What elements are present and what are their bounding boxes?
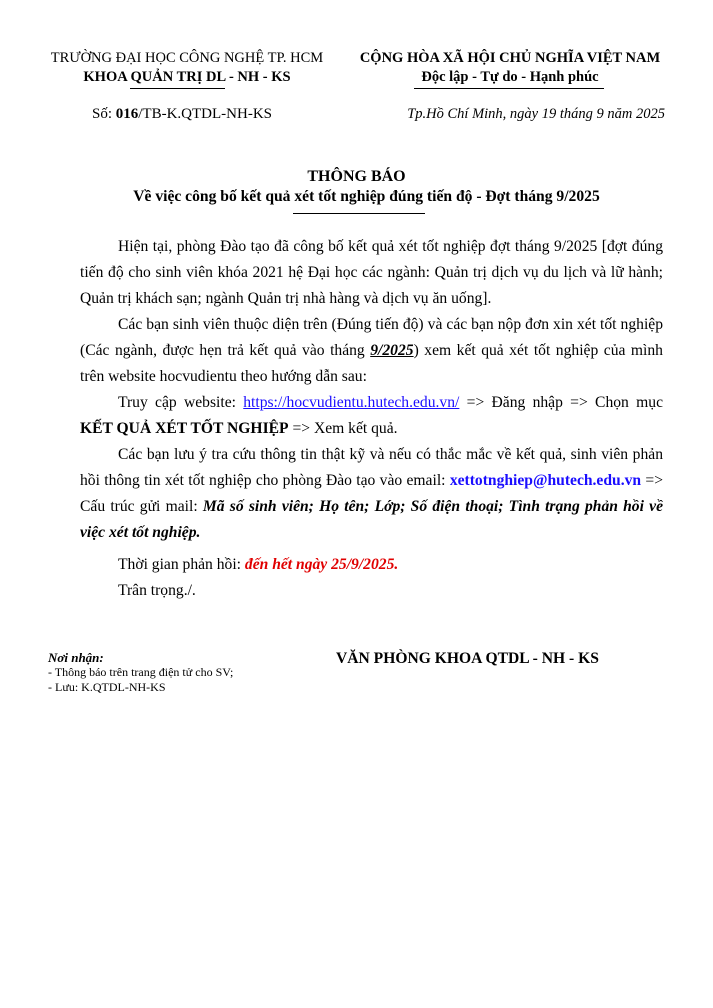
menu-item-name: KẾT QUẢ XÉT TỐT NGHIỆP [80, 420, 289, 437]
motto-underline [414, 88, 604, 89]
text: => Đăng nhập => Chọn mục [459, 394, 663, 411]
text: => Cấu trúc gửi mail: [80, 472, 663, 515]
faculty-name: KHOA QUẢN TRỊ DL - NH - KS [83, 69, 291, 85]
text: Các bạn lưu ý tra cứu thông tin thật kỹ và nếu có thắc mắc về kết quả, sinh viên phản hồi thông tin xét tốt nghiệp cho phòng Đào tạo vào email: [80, 446, 663, 489]
paragraph-feedback [80, 442, 663, 546]
paragraph-intro: Hiện tại, phòng Đào tạo đã công bố kết quả xét tốt nghiệp đợt tháng 9/2025 [đợt đúng tiến độ cho sinh viên khóa 2021 hệ Đại học các ngành: Quản trị dịch vụ du lịch và lữ hành; Quản trị khách sạn; ngành Quản trị nhà hàng và dịch vụ ăn uống]. [80, 238, 663, 307]
website-link[interactable]: https://hocvudientu.hutech.edu.vn/ [243, 394, 460, 411]
document-subtitle: Về việc công bố kết quả xét tốt nghiệp đúng tiến độ - Đợt tháng 9/2025 [133, 188, 600, 205]
document-title: THÔNG BÁO [307, 168, 406, 185]
signer: VĂN PHÒNG KHOA QTDL - NH - KS [336, 650, 599, 667]
paragraph-instructions [80, 390, 663, 442]
recipients-label: Nơi nhận: [48, 650, 104, 665]
recipient-item: - Lưu: K.QTDL-NH-KS [48, 680, 166, 694]
paragraph-students [80, 312, 663, 390]
motto: Độc lập - Tự do - Hạnh phúc [421, 69, 599, 85]
mail-structure: Mã số sinh viên; Họ tên; Lớp; Số điện thoại; Tình trạng phản hồi về việc xét tốt nghiệp. [80, 498, 664, 541]
title-underline [293, 213, 425, 214]
document-date: Tp.Hồ Chí Minh, ngày 19 tháng 9 năm 2025 [407, 106, 665, 122]
recipient-item: - Thông báo trên trang điện tử cho SV; [48, 665, 234, 679]
month-highlight: 9/2025 [370, 342, 414, 359]
number-suffix: /TB-K.QTDL-NH-KS [138, 106, 272, 122]
document-body [80, 234, 663, 604]
nation-title: CỘNG HÒA XÃ HỘI CHỦ NGHĨA VIỆT NAM [359, 50, 661, 66]
text: Thời gian phản hồi: [118, 556, 245, 573]
document-number [92, 106, 272, 123]
text: ) xem kết quả xét tốt nghiệp của mình trên website hocvudientu theo hướng dẫn sau: [80, 342, 663, 385]
text: => Xem kết quả. [288, 420, 398, 437]
text: Truy cập website: [118, 394, 244, 411]
number-prefix: Số: [92, 106, 116, 122]
paragraph-regards: Trân trọng./. [118, 582, 196, 599]
faculty-underline [130, 88, 225, 89]
text: Các bạn sinh viên thuộc diện trên (Đúng tiến độ) và các bạn nộp đơn xin xét tốt nghiệp (Các ngành, được hẹn trả kết quả vào tháng [80, 316, 663, 359]
deadline: đến hết ngày 25/9/2025. [244, 556, 399, 573]
school-name: TRƯỜNG ĐẠI HỌC CÔNG NGHỆ TP. HCM [50, 50, 324, 66]
email-link[interactable]: xettotnghiep@hutech.edu.vn [449, 472, 642, 489]
number-value: 016 [115, 106, 139, 122]
paragraph-deadline [80, 552, 663, 578]
